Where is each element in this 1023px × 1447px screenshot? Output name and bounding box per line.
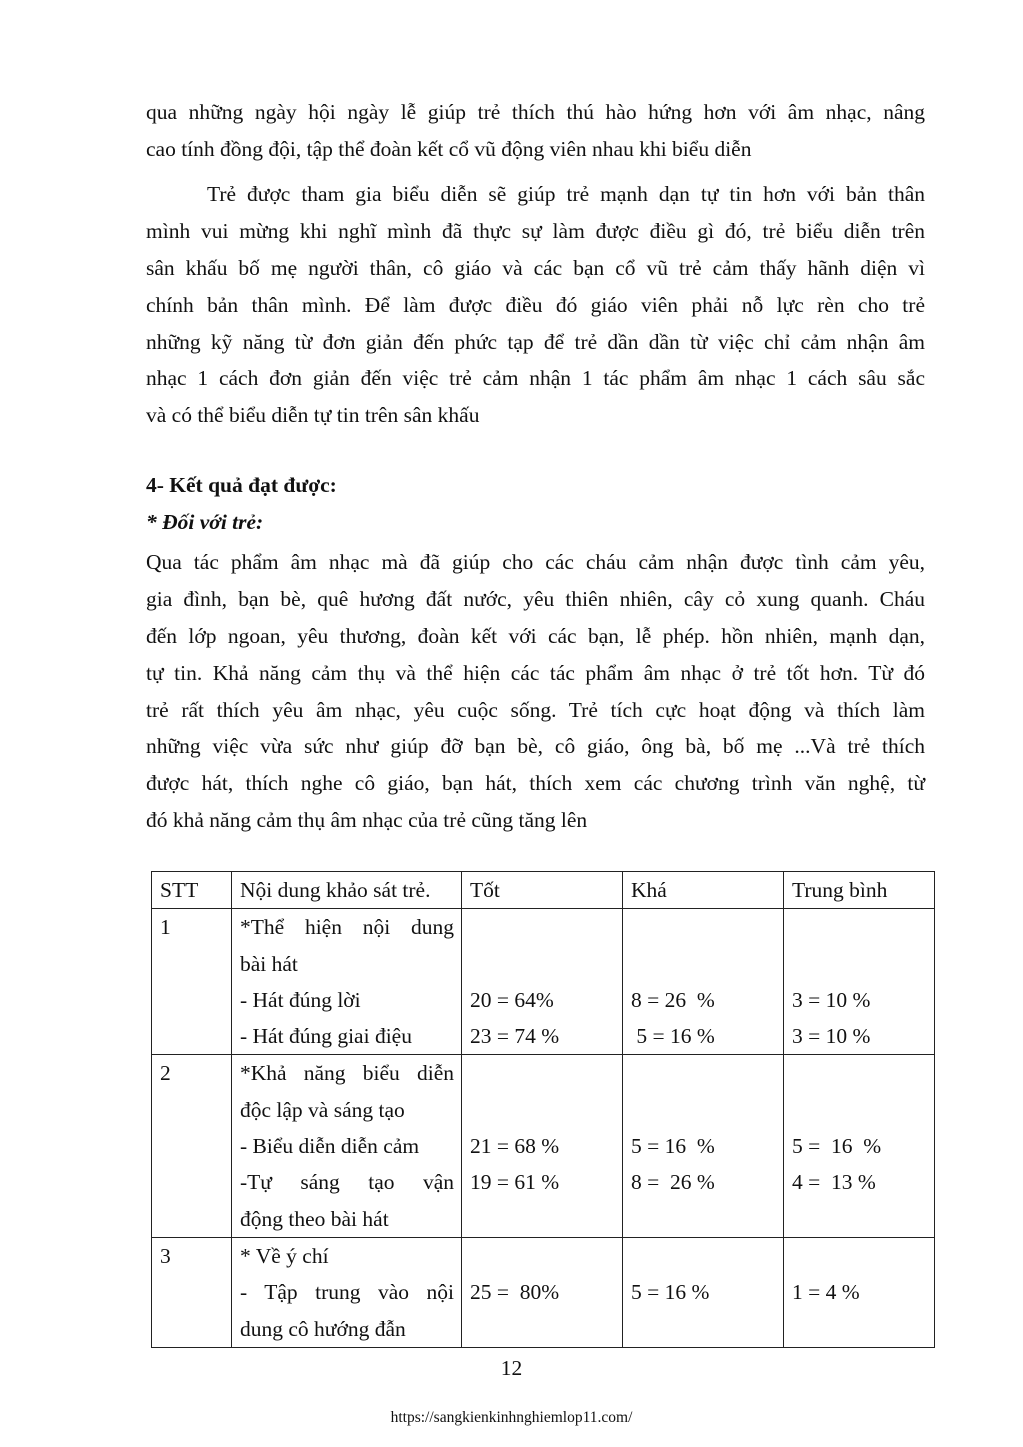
paragraph-line: được hát, thích nghe cô giáo, bạn hát, thích xem các chương trình văn nghệ, từ	[146, 771, 925, 796]
table-row	[152, 1055, 935, 1237]
header-cell-average: Trung bình	[784, 872, 935, 909]
cell-stt: 3	[152, 1237, 232, 1347]
paragraph-3	[146, 544, 925, 839]
paragraph-line: Trẻ được tham gia biểu diễn sẽ giúp trẻ mạnh dạn tự tin hơn với bản thân	[207, 182, 925, 206]
paragraph-line: gia đình, bạn bè, quê hương đất nước, yêu thiên nhiên, cây cỏ xung quanh. Cháu	[146, 586, 925, 611]
cell-good: 25 = 80%	[462, 1237, 623, 1347]
table-row	[152, 1237, 935, 1347]
header-cell-good: Tốt	[462, 872, 623, 909]
cell-fair: 5 = 16 %	[623, 1237, 784, 1347]
cell-average: 1 = 4 %	[784, 1237, 935, 1347]
subsection-heading: * Đối với trẻ:	[146, 509, 264, 534]
paragraph-line: nhạc 1 cách đơn giản đến việc trẻ cảm nhận 1 tác phẩm âm nhạc 1 cách sâu sắc	[146, 366, 925, 391]
paragraph-line: những kỹ năng từ đơn giản đến phức tạp để trẻ dần dần từ việc chỉ cảm nhận âm	[146, 329, 925, 354]
paragraph-line: qua những ngày hội ngày lễ giúp trẻ thích thú hào hứng hơn với âm nhạc, nâng	[146, 100, 925, 124]
header-cell-stt: STT	[152, 872, 232, 909]
cell-fair: 8 = 26 % 5 = 16 %	[623, 909, 784, 1055]
header-cell-fair: Khá	[623, 872, 784, 909]
cell-good: 21 = 68 % 19 = 61 %	[462, 1055, 623, 1237]
paragraph-line: mình vui mừng khi nghĩ mình đã thực sự làm được điều gì đó, trẻ biểu diễn trên	[146, 218, 925, 243]
cell-stt: 2	[152, 1055, 232, 1237]
paragraph-line: trẻ rất thích yêu âm nhạc, yêu cuộc sống. Trẻ tích cực hoạt động và thích làm	[146, 697, 925, 722]
paragraph-line: chính bản thân mình. Để làm được điều đó giáo viên phải nỗ lực rèn cho trẻ	[146, 292, 925, 317]
paragraph-line: Qua tác phẩm âm nhạc mà đã giúp cho các cháu cảm nhận được tình cảm yêu,	[146, 550, 925, 574]
cell-content: *Thể hiện nội dung bài hát - Hát đúng lời - Hát đúng giai điệu	[232, 909, 462, 1055]
paragraph-line: đó khả năng cảm thụ âm nhạc của trẻ cũng tăng lên	[146, 808, 588, 833]
paragraph-2	[146, 176, 925, 434]
paragraph-line: những việc vừa sức như giúp đỡ bạn bè, cô giáo, ông bà, bố mẹ ...Và trẻ thích	[146, 734, 925, 759]
cell-fair: 5 = 16 % 8 = 26 %	[623, 1055, 784, 1237]
footer-url-link[interactable]: https://sangkienkinhnghiemlop11.com/	[390, 1409, 633, 1426]
paragraph-line: đến lớp ngoan, yêu thương, đoàn kết với các bạn, lễ phép. hồn nhiên, mạnh dạn,	[146, 623, 925, 648]
paragraph-line: và có thể biểu diễn tự tin trên sân khấu	[146, 403, 480, 428]
cell-stt: 1	[152, 909, 232, 1055]
paragraph-1	[146, 94, 925, 168]
cell-average: 5 = 16 % 4 = 13 %	[784, 1055, 935, 1237]
table-header-row	[152, 872, 935, 909]
cell-good: 20 = 64% 23 = 74 %	[462, 909, 623, 1055]
paragraph-line: tự tin. Khả năng cảm thụ và thể hiện các tác phẩm âm nhạc ở trẻ tốt hơn. Từ đó	[146, 660, 925, 685]
section-heading-block	[146, 467, 925, 541]
header-cell-content: Nội dung khảo sát trẻ.	[232, 872, 462, 909]
survey-results-table	[151, 871, 935, 1348]
table-row	[152, 909, 935, 1055]
section-heading: 4- Kết quả đạt được:	[146, 473, 337, 497]
cell-content: * Về ý chí - Tập trung vào nội dung cô hướng đẫn	[232, 1237, 462, 1347]
cell-average: 3 = 10 % 3 = 10 %	[784, 909, 935, 1055]
paragraph-line: cao tính đồng đội, tập thể đoàn kết cổ vũ động viên nhau khi biểu diễn	[146, 136, 752, 161]
paragraph-line: sân khấu bố mẹ người thân, cô giáo và các bạn cổ vũ trẻ cảm thấy hãnh diện vì	[146, 255, 925, 280]
cell-content: *Khả năng biểu diễn độc lập và sáng tạo - Biểu diễn diễn cảm -Tự sáng tạo vận động theo bài hát	[232, 1055, 462, 1237]
page-number: 12	[500, 1356, 523, 1380]
